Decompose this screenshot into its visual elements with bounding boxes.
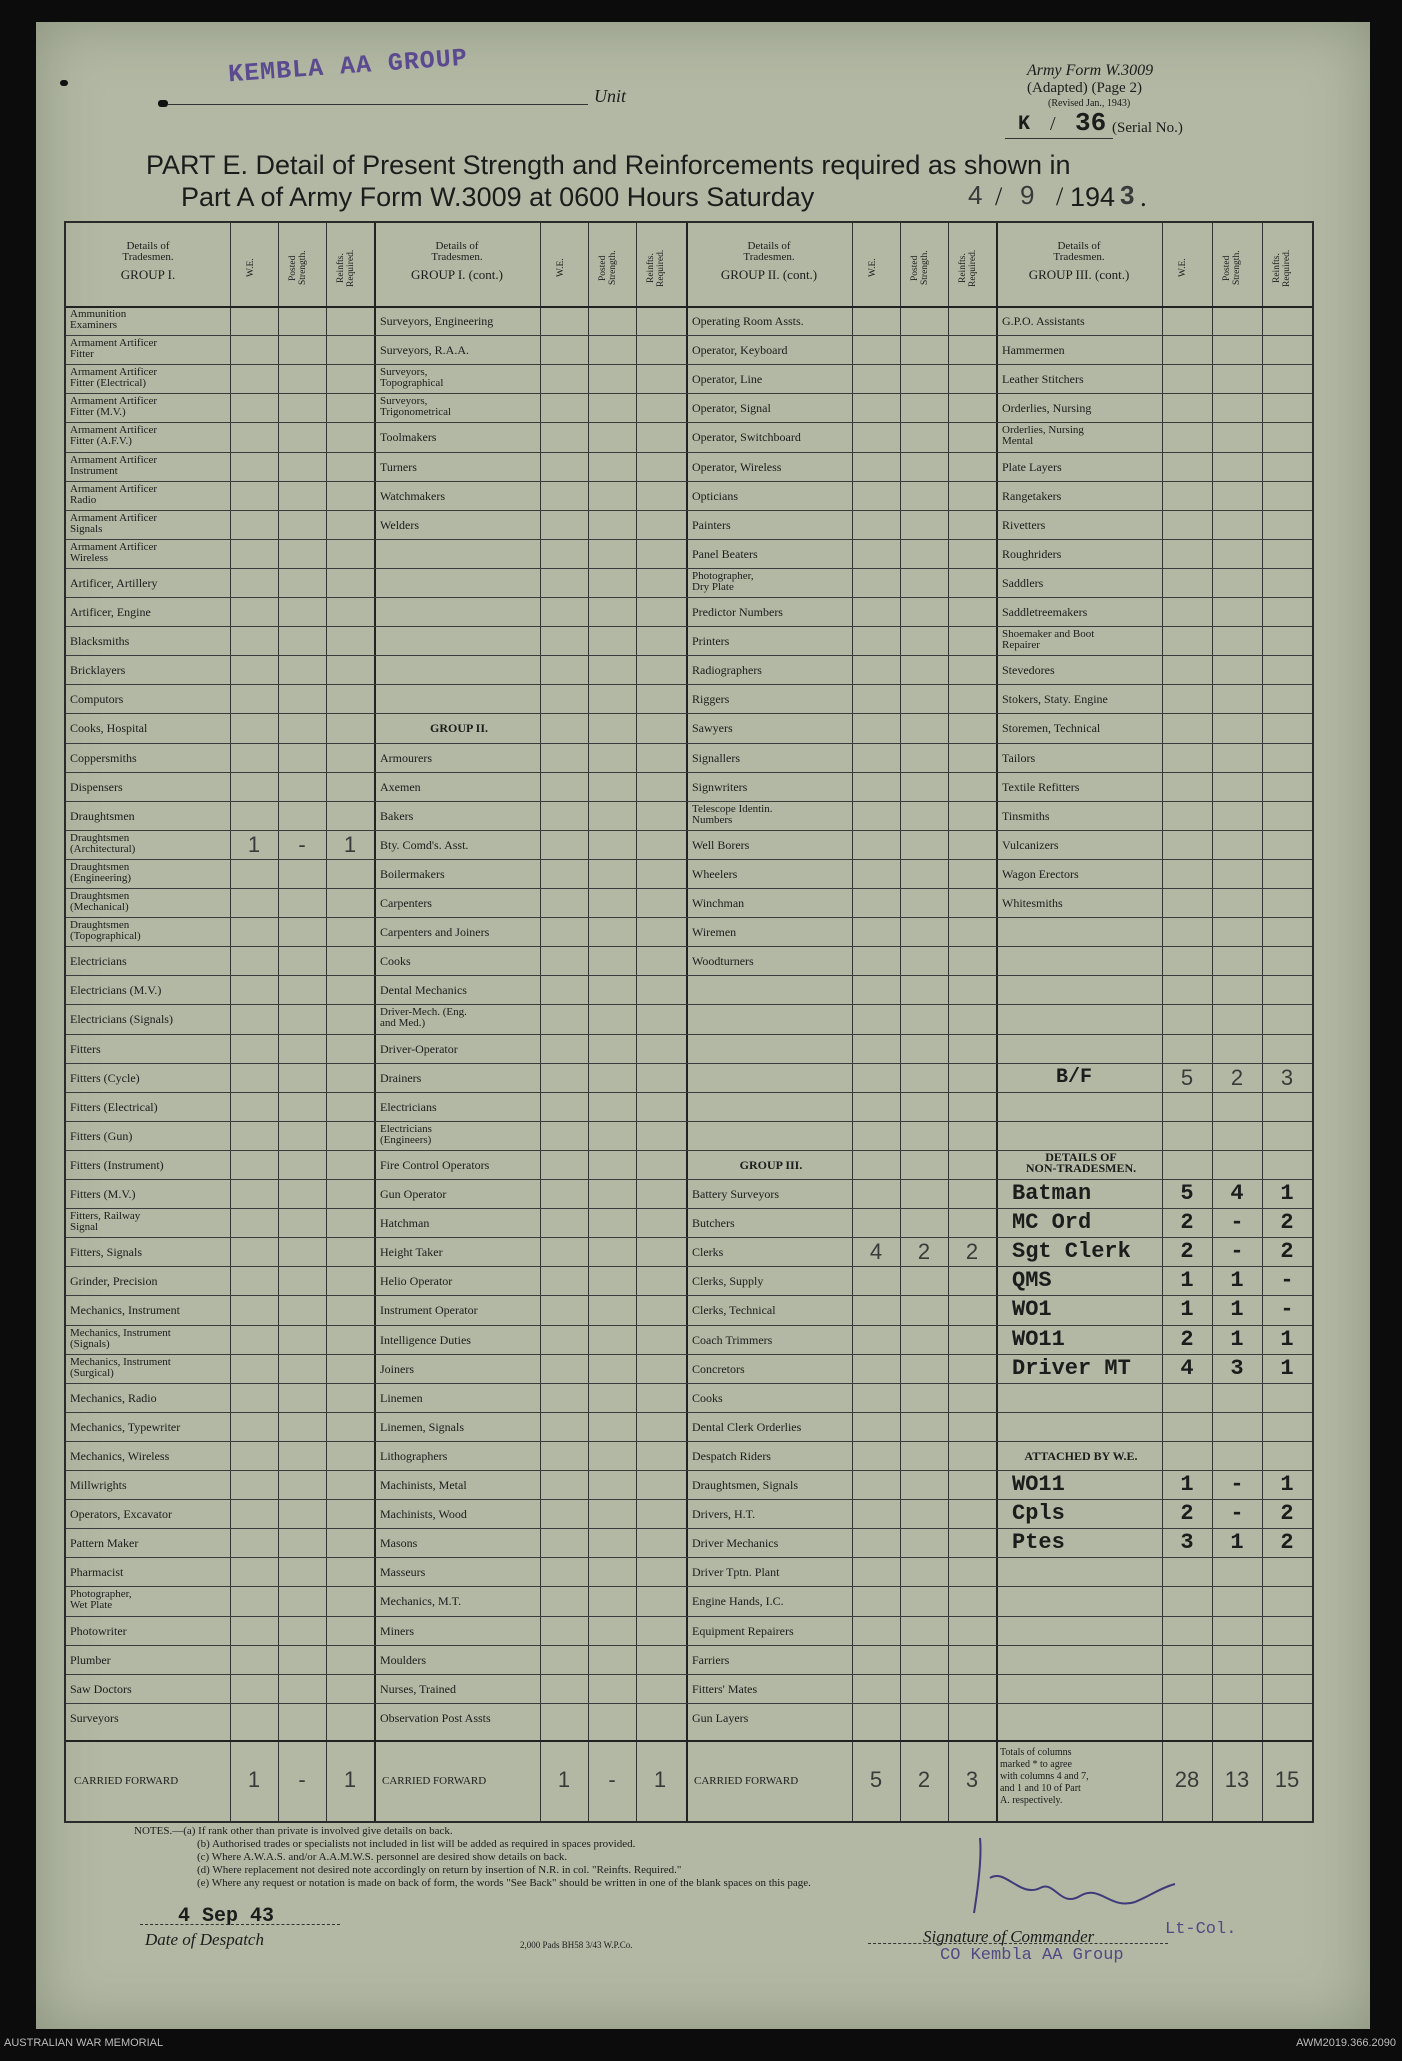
trade-label: Toolmakers [380, 430, 437, 444]
trade-label: Miners [380, 1624, 414, 1638]
non-tradesman-reinfts: 1 [1280, 1327, 1294, 1352]
trade-label: Ammunition Examiners [70, 308, 127, 331]
trade-label: Operator, Switchboard [692, 430, 801, 444]
trade-label: Photographer, Dry Plate [692, 570, 754, 593]
total-posted: 13 [1224, 1767, 1250, 1792]
bf-label: B/F [1056, 1066, 1093, 1089]
trade-label: Photographer, Wet Plate [70, 1588, 132, 1611]
non-tradesman-we: 4 [1180, 1356, 1194, 1381]
trade-label: Cooks [692, 1391, 723, 1405]
trade-label: Armament Artificer Instrument [70, 454, 158, 477]
trade-label: Intelligence Duties [380, 1333, 471, 1347]
bf-we: 5 [1180, 1065, 1194, 1090]
cf-g2-we: 5 [869, 1767, 883, 1792]
trade-label: ATTACHED BY W.E. [1024, 1449, 1138, 1463]
trade-label: Instrument Operator [380, 1303, 478, 1317]
trade-label: Axemen [380, 780, 421, 794]
trade-label: Armament Artificer Fitter (Electrical) [70, 366, 158, 389]
col-posted: Posted Strength. [598, 250, 618, 286]
trade-label: Woodturners [692, 954, 754, 968]
entry-reinfts: 1 [343, 832, 357, 857]
trade-label: Saddlers [1002, 576, 1044, 590]
print-code: 2,000 Pads BH58 3/43 W.P.Co. [520, 1940, 633, 1950]
trade-label: Coach Trimmers [692, 1333, 773, 1347]
group-head-3-top: Details of Tradesmen. [743, 240, 795, 263]
group-head-1-top: Details of Tradesmen. [122, 240, 174, 263]
trade-label: Masseurs [380, 1565, 426, 1579]
trade-label: Shoemaker and Boot Repairer [1002, 628, 1095, 651]
trade-label: Electricians [380, 1100, 437, 1114]
trade-label: Armourers [380, 751, 432, 765]
trade-label: Tinsmiths [1002, 809, 1050, 823]
cf-g1c-reinfts: 1 [653, 1767, 667, 1792]
trade-label: Nurses, Trained [380, 1682, 457, 1696]
non-tradesman-posted: 4 [1230, 1181, 1244, 1206]
non-tradesman-posted: - [1230, 1239, 1244, 1264]
archive-credit: AUSTRALIAN WAR MEMORIAL [4, 2037, 164, 2049]
trade-label: Wagon Erectors [1002, 867, 1079, 881]
date-sep-1: / [995, 182, 1003, 211]
trade-label: Draughtsmen (Architectural) [70, 832, 136, 855]
trade-label: Well Borers [692, 838, 750, 852]
attached-we: 2 [1180, 1501, 1194, 1526]
trade-label: Farriers [692, 1653, 730, 1667]
trade-label: GROUP III. [739, 1158, 803, 1172]
title-line-2: Part A of Army Form W.3009 at 0600 Hours Saturday [181, 182, 815, 212]
despatch-line [140, 1924, 340, 1925]
trade-label: Printers [692, 634, 730, 648]
date-label: Date of Despatch [145, 1930, 264, 1949]
date-month: 9 [1020, 180, 1035, 210]
trade-label: Winchman [692, 896, 745, 910]
trade-label: Signwriters [692, 780, 748, 794]
non-tradesman-posted: - [1230, 1210, 1244, 1235]
trade-label: Gun Operator [380, 1187, 447, 1201]
non-tradesman-reinfts: - [1280, 1297, 1294, 1322]
trade-label: Surveyors [70, 1711, 119, 1725]
cf-g2-reinfts: 3 [965, 1767, 979, 1792]
form-revised: (Revised Jan., 1943) [1048, 98, 1131, 109]
trade-label: Electricians (Signals) [70, 1012, 173, 1026]
note-d: (d) Where replacement not desired note accordingly on return by insertion of N.R. in col. "Reinfts. Required." [197, 1864, 682, 1876]
trade-label: Saw Doctors [70, 1682, 132, 1696]
trade-label: Boilermakers [380, 867, 445, 881]
trade-label: Driver Mechanics [692, 1536, 779, 1550]
non-tradesman-label: Driver MT [1012, 1356, 1131, 1381]
trade-label: Draughtsmen (Engineering) [70, 861, 132, 884]
carried-forward-label: CARRIED FORWARD [694, 1775, 799, 1787]
trade-label: Orderlies, Nursing Mental [1002, 424, 1084, 447]
trade-label: Operating Room Assts. [692, 314, 804, 328]
group-head-2-top: Details of Tradesmen. [431, 240, 483, 263]
totals-note: Totals of columns marked * to agree with columns 4 and 7, and 1 and 10 of Part A. respectively. [1000, 1747, 1089, 1806]
trade-label: Fitters (Instrument) [70, 1158, 164, 1172]
trade-label: DETAILS OF NON-TRADESMEN. [1025, 1150, 1137, 1175]
trade-label: Artificer, Artillery [70, 576, 158, 590]
trade-label: Engine Hands, I.C. [692, 1594, 784, 1608]
trade-label: Draughtsmen (Mechanical) [70, 890, 130, 913]
trade-label: Blacksmiths [70, 634, 130, 648]
non-tradesman-reinfts: 1 [1280, 1181, 1294, 1206]
bf-posted: 2 [1230, 1065, 1244, 1090]
title-period: . [1140, 182, 1147, 212]
trade-label: Dental Mechanics [380, 983, 467, 997]
trade-label: Whitesmiths [1002, 896, 1063, 910]
trade-label: Fitters (Electrical) [70, 1100, 158, 1114]
attached-posted: 1 [1230, 1530, 1244, 1555]
cf-g1c-posted: - [608, 1767, 616, 1792]
trade-label: Turners [380, 460, 417, 474]
trade-label: Fitters (M.V.) [70, 1187, 136, 1201]
non-tradesman-reinfts: 1 [1280, 1356, 1294, 1381]
trade-label: Fitters' Mates [692, 1682, 758, 1696]
trade-label: Surveyors, Engineering [380, 314, 494, 328]
attached-label: Ptes [1012, 1530, 1065, 1555]
trade-label: Driver Tptn. Plant [692, 1565, 780, 1579]
col-reinfts: Reinfts. Required. [646, 249, 666, 287]
col-we: W.E. [868, 258, 878, 278]
title-line-1: PART E. Detail of Present Strength and Reinforcements required as shown in [146, 150, 1071, 180]
trade-label: Grinder, Precision [70, 1274, 158, 1288]
cf-g2-posted: 2 [917, 1767, 931, 1792]
date-year: 194 [1070, 182, 1116, 212]
date-sep-2: / [1056, 182, 1064, 211]
trade-label: Storemen, Technical [1002, 721, 1101, 735]
trade-label: Joiners [380, 1362, 414, 1376]
trade-label: Telescope Identin. Numbers [692, 803, 773, 826]
trade-label: Rivetters [1002, 518, 1046, 532]
attached-reinfts: 2 [1280, 1501, 1294, 1526]
serial-prefix: K [1018, 113, 1031, 136]
trade-label: Artificer, Engine [70, 605, 151, 619]
trade-label: Drainers [380, 1071, 422, 1085]
attached-posted: - [1230, 1501, 1244, 1526]
trade-label: Riggers [692, 692, 730, 706]
trade-label: Armament Artificer Wireless [70, 541, 158, 564]
trade-label: Armament Artificer Signals [70, 512, 158, 535]
despatch-date: 4 Sep 43 [178, 1905, 275, 1928]
cf-g1c-we: 1 [557, 1767, 571, 1792]
total-we: 28 [1174, 1767, 1200, 1792]
trade-label: Armament Artificer Radio [70, 483, 158, 506]
trade-label: Predictor Numbers [692, 605, 783, 619]
trade-label: Signallers [692, 751, 740, 765]
carried-forward-label: CARRIED FORWARD [382, 1775, 487, 1787]
trade-label: Electricians [70, 954, 127, 968]
non-tradesman-label: WO1 [1012, 1297, 1052, 1322]
trade-label: Clerks, Supply [692, 1274, 764, 1288]
trade-label: Helio Operator [380, 1274, 453, 1288]
serial-label: (Serial No.) [1112, 120, 1183, 136]
trade-label: Bakers [380, 809, 414, 823]
trade-label: Linemen, Signals [380, 1420, 464, 1434]
trade-label: Bty. Comd's. Asst. [380, 838, 469, 852]
unit-line [168, 104, 588, 105]
col-we: W.E. [556, 258, 566, 278]
attached-we: 3 [1180, 1530, 1194, 1555]
archive-id: AWM2019.366.2090 [1296, 2037, 1396, 2049]
trade-label: Clerks [692, 1245, 724, 1259]
entry-we: 4 [869, 1239, 883, 1264]
trade-label: Despatch Riders [692, 1449, 771, 1463]
trade-label: Electricians (M.V.) [70, 983, 162, 997]
cf-g1-we: 1 [247, 1767, 261, 1792]
col-we: W.E. [246, 258, 256, 278]
unit-stamp: KEMBLA AA GROUP [227, 43, 469, 90]
serial-slash: / [1050, 113, 1056, 135]
non-tradesman-posted: 3 [1230, 1356, 1244, 1381]
bf-reinfts: 3 [1280, 1065, 1294, 1090]
trade-label: Linemen [380, 1391, 423, 1405]
non-tradesman-posted: 1 [1230, 1327, 1244, 1352]
entry-we: 1 [247, 832, 261, 857]
trade-label: Mechanics, Radio [70, 1391, 157, 1405]
trade-label: Stevedores [1002, 663, 1055, 677]
serial-number: 36 [1075, 108, 1107, 138]
trade-label: Concretors [692, 1362, 745, 1376]
attached-posted: - [1230, 1472, 1244, 1497]
non-tradesman-we: 5 [1180, 1181, 1194, 1206]
non-tradesman-posted: 1 [1230, 1268, 1244, 1293]
trade-label: G.P.O. Assistants [1002, 314, 1085, 328]
entry-posted: - [298, 832, 306, 857]
note-a: NOTES.—(a) If rank other than private is involved give details on back. [134, 1825, 453, 1837]
entry-reinfts: 2 [965, 1239, 979, 1264]
attached-reinfts: 1 [1280, 1472, 1294, 1497]
date-year-suffix: 3 [1120, 180, 1135, 210]
trade-label: Mechanics, Instrument [70, 1303, 180, 1317]
trade-label: Saddletreemakers [1002, 605, 1088, 619]
trade-label: Observation Post Assts [380, 1711, 491, 1725]
col-posted: Posted Strength. [910, 250, 930, 286]
trade-label: Plate Layers [1002, 460, 1062, 474]
attached-label: WO11 [1012, 1472, 1065, 1497]
carried-forward-label: CARRIED FORWARD [74, 1775, 179, 1787]
non-tradesman-we: 1 [1180, 1268, 1194, 1293]
trade-label: Photowriter [70, 1624, 127, 1638]
trade-label: Millwrights [70, 1478, 127, 1492]
cf-g1-reinfts: 1 [343, 1767, 357, 1792]
trade-label: GROUP II. [429, 721, 488, 735]
trade-label: Driver-Operator [380, 1042, 458, 1056]
attached-we: 1 [1180, 1472, 1194, 1497]
cf-g1-posted: - [298, 1767, 306, 1792]
group-head-2: GROUP I. (cont.) [411, 267, 503, 282]
trade-label: Operators, Excavator [70, 1507, 172, 1521]
trade-label: Armament Artificer Fitter [70, 337, 158, 360]
non-tradesman-label: Batman [1012, 1181, 1092, 1206]
col-posted: Posted Strength. [1222, 250, 1242, 286]
trade-label: Masons [380, 1536, 418, 1550]
trade-label: Machinists, Wood [380, 1507, 467, 1521]
non-tradesman-we: 2 [1180, 1210, 1194, 1235]
non-tradesman-label: Sgt Clerk [1012, 1239, 1131, 1264]
attached-reinfts: 2 [1280, 1530, 1294, 1555]
trade-label: Moulders [380, 1653, 426, 1667]
group-head-3: GROUP II. (cont.) [720, 267, 818, 282]
trade-label: Draughtsmen (Topographical) [70, 919, 141, 942]
trade-label: Coppersmiths [70, 751, 137, 765]
trade-label: Surveyors, Topographical [380, 366, 444, 389]
trade-label: Lithographers [380, 1449, 448, 1463]
trade-label: Clerks, Technical [692, 1303, 776, 1317]
signature-unit: CO Kembla AA Group [940, 1946, 1124, 1965]
group-head-1: GROUP I. [120, 267, 176, 282]
trade-label: Mechanics, Typewriter [70, 1420, 181, 1434]
group-head-4-top: Details of Tradesmen. [1053, 240, 1105, 263]
trade-label: Gun Layers [692, 1711, 749, 1725]
trade-label: Panel Beaters [692, 547, 758, 561]
trade-label: Operator, Keyboard [692, 343, 788, 357]
non-tradesman-we: 2 [1180, 1327, 1194, 1352]
trade-label: Operator, Signal [692, 401, 771, 415]
trade-label: Fitters, Signals [70, 1245, 143, 1259]
non-tradesman-reinfts: 2 [1280, 1210, 1294, 1235]
trade-label: Hammermen [1002, 343, 1065, 357]
trade-label: Pattern Maker [70, 1536, 139, 1550]
trade-label: Radiographers [692, 663, 762, 677]
trade-label: Battery Surveyors [692, 1187, 779, 1201]
note-e: (e) Where any request or notation is made on back of form, the words "See Back" should be written in one of the blank spaces on this page. [197, 1877, 811, 1889]
trade-label: Butchers [692, 1216, 735, 1230]
trade-label: Mechanics, Wireless [70, 1449, 170, 1463]
trade-label: Opticians [692, 489, 738, 503]
form-id: Army Form W.3009 [1027, 62, 1154, 79]
trade-label: Operator, Line [692, 372, 763, 386]
trade-label: Drivers, H.T. [692, 1507, 756, 1521]
trade-label: Plumber [70, 1653, 111, 1667]
trade-label: Orderlies, Nursing [1002, 401, 1092, 415]
trade-label: Roughriders [1002, 547, 1062, 561]
trade-label: Equipment Repairers [692, 1624, 794, 1638]
trade-label: Surveyors, R.A.A. [380, 343, 469, 357]
trade-label: Fitters [70, 1042, 101, 1056]
trade-label: Armament Artificer Fitter (A.F.V.) [70, 424, 158, 447]
trade-label: Carpenters [380, 896, 432, 910]
attached-label: Cpls [1012, 1501, 1065, 1526]
serial-line [1005, 138, 1113, 139]
non-tradesman-label: MC Ord [1012, 1210, 1092, 1235]
trade-label: Cooks [380, 954, 411, 968]
col-reinfts: Reinfts. Required. [1272, 249, 1292, 287]
trade-label: Carpenters and Joiners [380, 925, 490, 939]
punch-hole [158, 100, 168, 107]
trade-label: Electricians (Engineers) [380, 1123, 432, 1146]
signature-label: Signature of Commander [923, 1927, 1095, 1946]
non-tradesman-posted: 1 [1230, 1297, 1244, 1322]
non-tradesman-we: 2 [1180, 1239, 1194, 1264]
trade-label: Wiremen [692, 925, 737, 939]
trade-label: Draughtsmen, Signals [692, 1478, 798, 1492]
signature-rank: Lt-Col. [1165, 1920, 1237, 1939]
trade-label: Fitters (Gun) [70, 1129, 133, 1143]
trade-label: Stokers, Staty. Engine [1002, 692, 1108, 706]
trade-label: Draughtsmen [70, 809, 135, 823]
trade-label: Surveyors, Trigonometrical [380, 395, 452, 418]
trade-label: Painters [692, 518, 731, 532]
trade-label: Pharmacist [70, 1565, 124, 1579]
trade-label: Bricklayers [70, 663, 126, 677]
entry-posted: 2 [917, 1239, 931, 1264]
trade-label: Dental Clerk Orderlies [692, 1420, 802, 1434]
strength-table [64, 221, 1314, 1823]
date-day: 4 [968, 180, 983, 210]
non-tradesman-label: QMS [1012, 1268, 1052, 1293]
trade-label: Vulcanizers [1002, 838, 1059, 852]
trade-label: Welders [380, 518, 420, 532]
trade-label: Watchmakers [380, 489, 446, 503]
trade-label: Armament Artificer Fitter (M.V.) [70, 395, 158, 418]
form-adapted: (Adapted) (Page 2) [1027, 80, 1142, 96]
col-reinfts: Reinfts. Required. [958, 249, 978, 287]
trade-label: Tailors [1002, 751, 1036, 765]
trade-label: Dispensers [70, 780, 123, 794]
trade-label: Wheelers [692, 867, 738, 881]
trade-label: Mechanics, Instrument (Signals) [70, 1327, 171, 1350]
trade-label: Fitters (Cycle) [70, 1071, 140, 1085]
punch-hole [60, 80, 68, 86]
non-tradesman-reinfts: - [1280, 1268, 1294, 1293]
trade-label: Mechanics, Instrument (Surgical) [70, 1356, 171, 1379]
note-c: (c) Where A.W.A.S. and/or A.A.M.W.S. personnel are desired show details on back. [197, 1851, 568, 1863]
trade-label: Leather Stitchers [1002, 372, 1084, 386]
trade-label: Mechanics, M.T. [380, 1594, 462, 1608]
trade-label: Sawyers [692, 721, 733, 735]
trade-label: Cooks, Hospital [70, 721, 148, 735]
trade-label: Computors [70, 692, 124, 706]
trade-label: Hatchman [380, 1216, 430, 1230]
trade-label: Height Taker [380, 1245, 443, 1259]
trade-label: Rangetakers [1002, 489, 1062, 503]
unit-label: Unit [594, 86, 627, 106]
commander-signature [960, 1818, 1190, 1928]
group-head-4: GROUP III. (cont.) [1028, 267, 1130, 282]
trade-label: Driver-Mech. (Eng. and Med.) [380, 1006, 467, 1029]
trade-label: Textile Refitters [1002, 780, 1080, 794]
col-we: W.E. [1178, 258, 1188, 278]
trade-label: Fire Control Operators [380, 1158, 490, 1172]
col-reinfts: Reinfts. Required. [336, 249, 356, 287]
non-tradesman-reinfts: 2 [1280, 1239, 1294, 1264]
non-tradesman-we: 1 [1180, 1297, 1194, 1322]
total-reinfts: 15 [1274, 1767, 1300, 1792]
note-b: (b) Authorised trades or specialists not included in list will be added as required in spaces provided. [197, 1838, 636, 1850]
trade-label: Machinists, Metal [380, 1478, 467, 1492]
non-tradesman-label: WO11 [1012, 1327, 1065, 1352]
trade-label: Operator, Wireless [692, 460, 782, 474]
col-posted: Posted Strength. [288, 250, 308, 286]
trade-label: Fitters, Railway Signal [70, 1210, 141, 1233]
